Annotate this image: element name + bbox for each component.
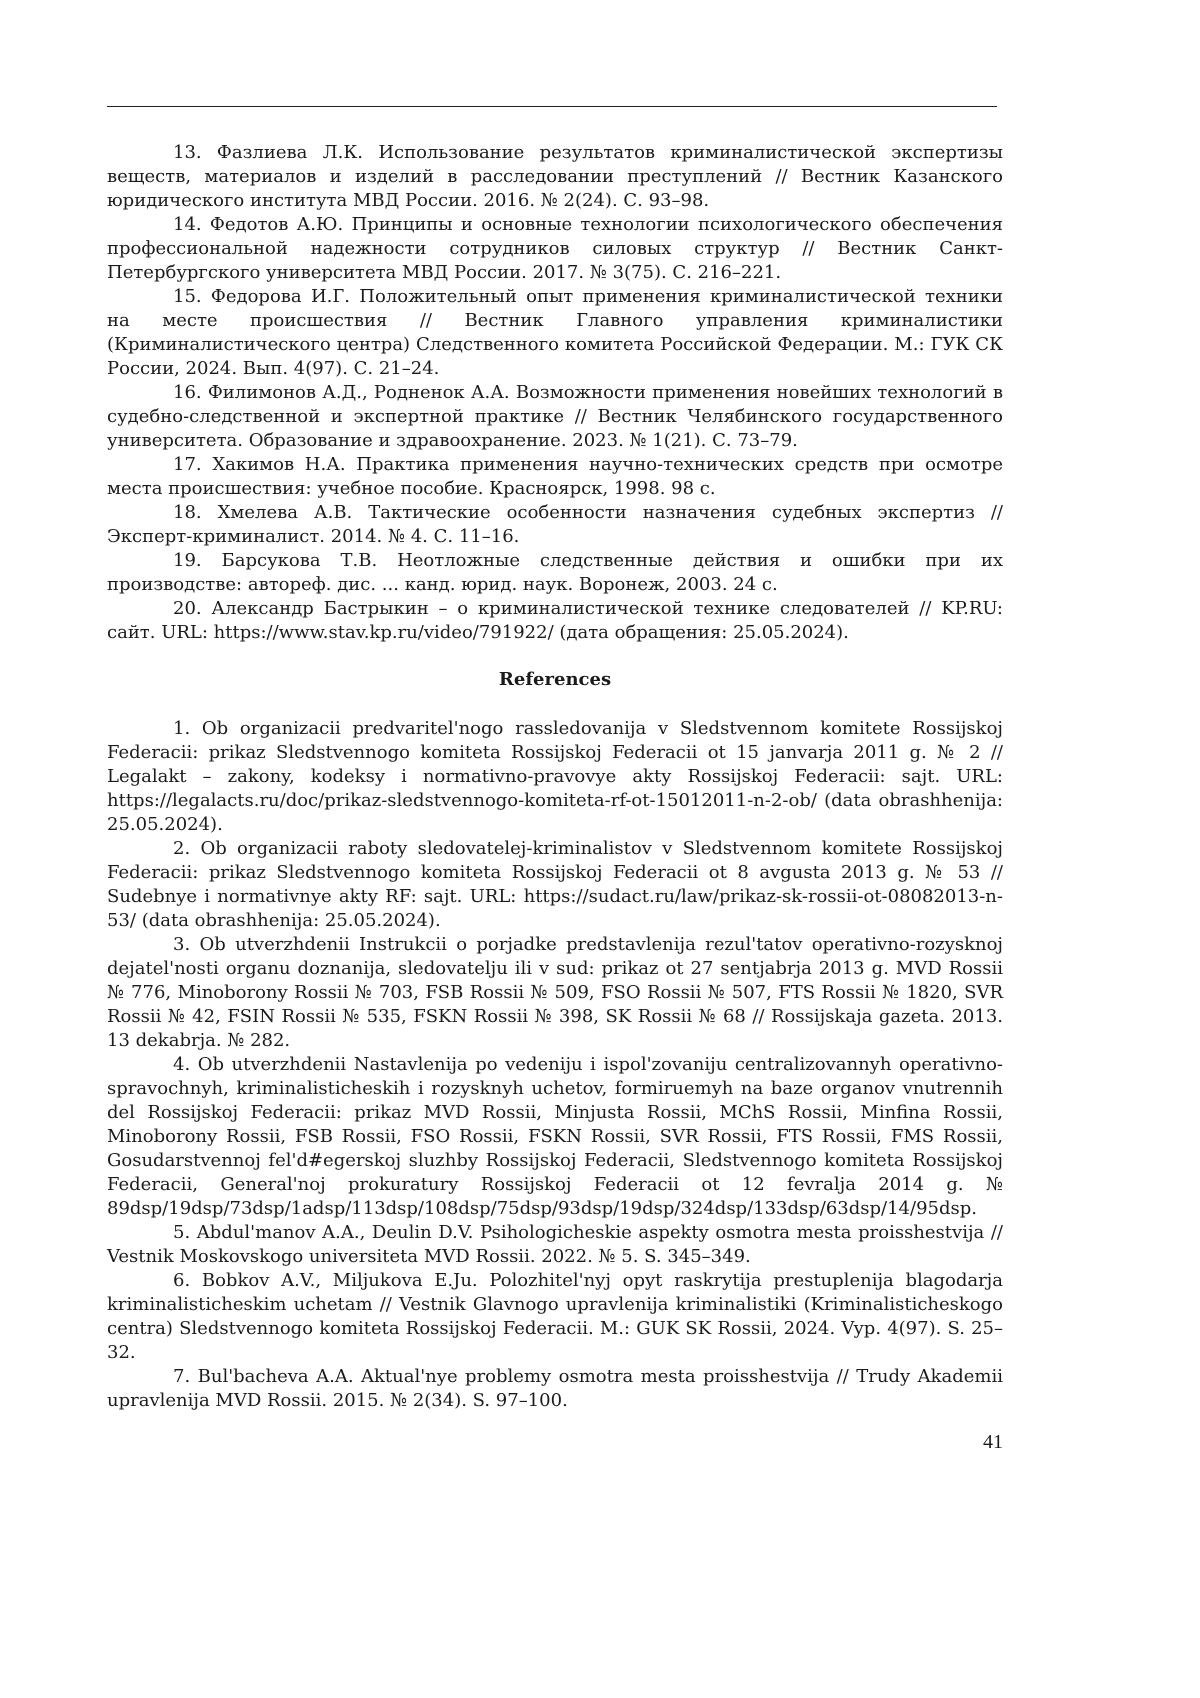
reference-item-15: 15. Федорова И.Г. Положительный опыт применения криминалистической техники на месте происшествия // Вестник Главного управления криминалистики (Криминалистического центра) Следственного комитета Российской Федерации. М.: ГУК СК России, 2024. Вып. 4(97). С. 21–24.: [107, 286, 1003, 379]
reference-item-13: 13. Фазлиева Л.К. Использование результатов криминалистической экспертизы веществ, материалов и изделий в расследовании преступлений // Вестник Казанского юридического института МВД России. 2016. № 2(24). С. 93–98.: [107, 142, 1003, 211]
reference-item-17: 17. Хакимов Н.А. Практика применения научно-технических средств при осмотре места происшествия: учебное пособие. Красноярск, 1998. 98 с.: [107, 454, 1003, 499]
reference-list-ru: [107, 141, 1003, 645]
reference-item-7: 7. Bul'bacheva A.A. Aktual'nye problemy osmotra mesta proisshestvija // Trudy Akademii upravlenija MVD Rossii. 2015. № 2(34). S. 97–100.: [107, 1366, 1003, 1411]
page-content: [107, 141, 1003, 1454]
reference-item-5: 5. Abdul'manov A.A., Deulin D.V. Psihologicheskie aspekty osmotra mesta proisshestvija // Vestnik Moskovskogo universiteta MVD Rossii. 2022. № 5. S. 345–349.: [107, 1222, 1003, 1267]
reference-item-2: 2. Ob organizacii raboty sledovatelej-kriminalistov v Sledstvennom komitete Rossijskoj Federacii: prikaz Sledstvennogo komiteta Rossijskoj Federacii ot 8 avgusta 2013 g. № 53 // Sudebnye i normativnye akty RF: sajt. URL: https://sudact.ru/law/prikaz-sk-rossii-ot-08082013-n-53/ (data obrashhenija: 25.05.2024).: [107, 838, 1003, 931]
reference-item-1: 1. Ob organizacii predvaritel'nogo rassledovanija v Sledstvennom komitete Rossijskoj Federacii: prikaz Sledstvennogo komiteta Rossijskoj Federacii ot 15 janvarja 2011 g. № 2 // Legalakt – zakony, kodeksy i normativno-pravovye akty Rossijskoj Federacii: sajt. URL: https://legalacts.ru/doc/prikaz-sledstvennogo-komiteta-rf-ot-15012011-n-2-ob/ (data obrashhenija: 25.05.2024).: [107, 718, 1003, 835]
reference-item-19: 19. Барсукова Т.В. Неотложные следственные действия и ошибки при их производстве: автореф. дис. ... канд. юрид. наук. Воронеж, 2003. 24 с.: [107, 550, 1003, 595]
page-number: 41: [983, 1431, 1003, 1453]
reference-item-20: 20. Александр Бастрыкин – о криминалистической технике следователей // KP.RU: сайт. URL: https://www.stav.kp.ru/video/791922/ (дата обращения: 25.05.2024).: [107, 598, 1003, 643]
reference-item-16: 16. Филимонов А.Д., Родненок А.А. Возможности применения новейших технологий в судебно-следственной и экспертной практике // Вестник Челябинского государственного университета. Образование и здравоохранение. 2023. № 1(21). С. 73–79.: [107, 382, 1003, 451]
reference-list-en: [107, 717, 1003, 1413]
header-rule: [107, 106, 997, 107]
reference-item-3: 3. Ob utverzhdenii Instrukcii o porjadke predstavlenija rezul'tatov operativno-rozysknoj dejatel'nosti organu doznanija, sledovatelju ili v sud: prikaz ot 27 sentjabrja 2013 g. MVD Rossii № 776, Minoborony Rossii № 703, FSB Rossii № 509, FSO Rossii № 507, FTS Rossii № 1820, SVR Rossii № 42, FSIN Rossii № 535, FSKN Rossii № 398, SK Rossii № 68 // Rossijskaja gazeta. 2013. 13 dekabrja. № 282.: [107, 934, 1003, 1051]
reference-item-14: 14. Федотов А.Ю. Принципы и основные технологии психологического обеспечения профессиональной надежности сотрудников силовых структур // Вестник Санкт-Петербургского университета МВД России. 2017. № 3(75). С. 216–221.: [107, 214, 1003, 283]
references-heading: References: [498, 669, 612, 690]
reference-item-4: 4. Ob utverzhdenii Nastavlenija po vedeniju i ispol'zovaniju centralizovannyh operativno-spravochnyh, kriminalisticheskih i rozysknyh uchetov, formiruemyh na baze organov vnutrennih del Rossijskoj Federacii: prikaz MVD Rossii, Minjusta Rossii, MChS Rossii, Minfina Rossii, Minoborony Rossii, FSB Rossii, FSO Rossii, FSKN Rossii, SVR Rossii, FTS Rossii, FMS Rossii, Gosudarstvennoj fel'd#egerskoj sluzhby Rossijskoj Federacii, Sledstvennogo komiteta Rossijskoj Federacii, General'noj prokuratury Rossijskoj Federacii ot 12 fevralja 2014 g. № 89dsp/19dsp/73dsp/1adsp/113dsp/108dsp/75dsp/93dsp/19dsp/324dsp/133dsp/63dsp/14/95dsp.: [107, 1054, 1003, 1219]
reference-item-6: 6. Bobkov A.V., Miljukova E.Ju. Polozhitel'nyj opyt raskrytija prestuplenija blagodarja kriminalisticheskim uchetam // Vestnik Glavnogo upravlenija kriminalistiki (Kriminalisticheskogo centra) Sledstvennogo komiteta Rossijskoj Federacii. M.: GUK SK Rossii, 2024. Vyp. 4(97). S. 25–32.: [107, 1270, 1003, 1363]
reference-item-18: 18. Хмелева А.В. Тактические особенности назначения судебных экспертиз // Эксперт-криминалист. 2014. № 4. С. 11–16.: [107, 502, 1003, 547]
